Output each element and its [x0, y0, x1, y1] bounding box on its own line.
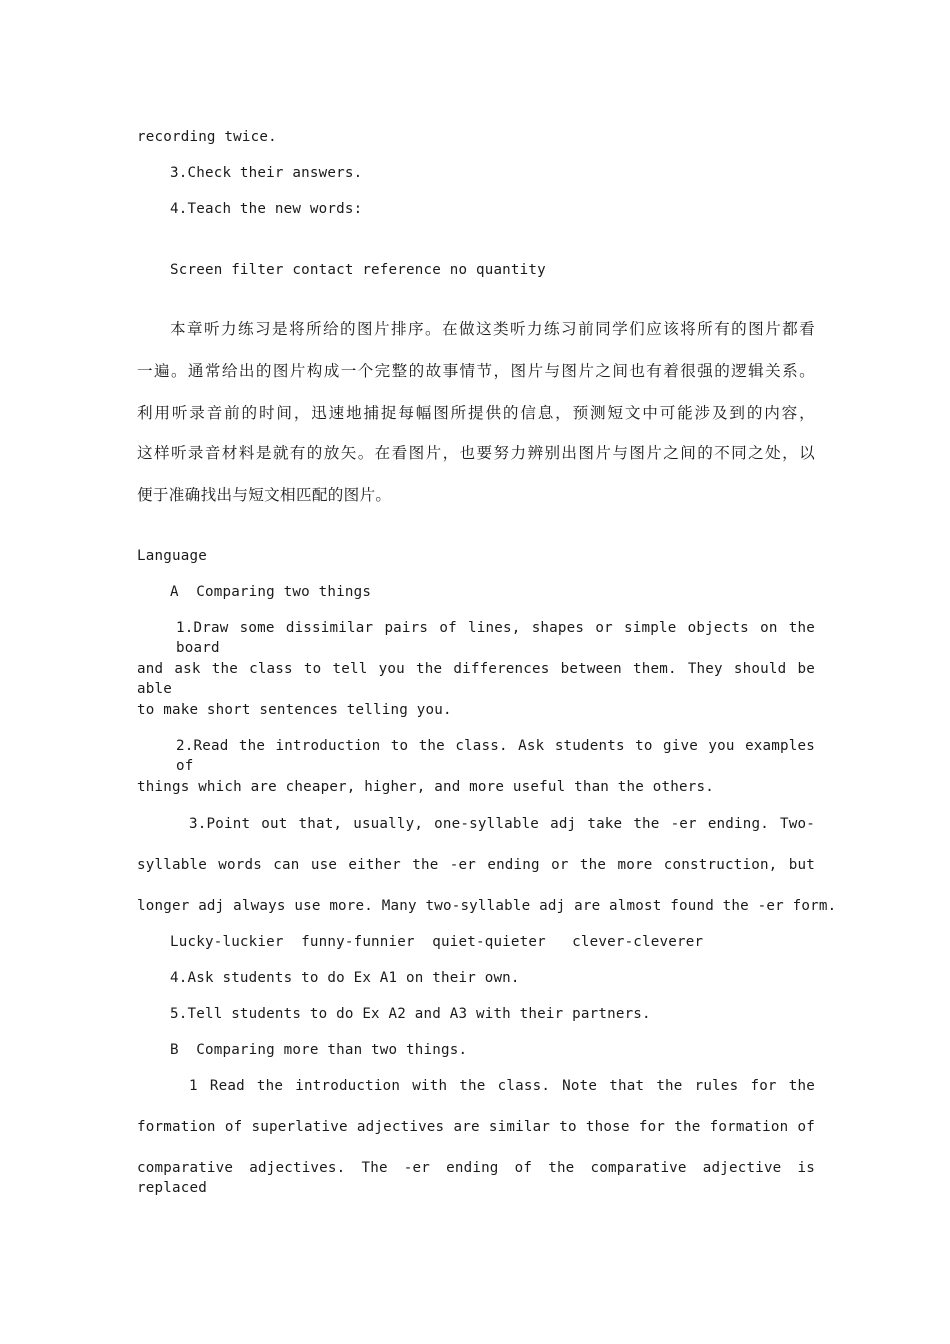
paragraph-line: 1 Read the introduction with the class. Note that the rules for the — [189, 1078, 815, 1094]
list-item: 5.Tell students to do Ex A2 and A3 with their partners. — [170, 1006, 651, 1022]
text-line: recording twice. — [137, 129, 277, 145]
paragraph-line: longer adj always use more. Many two-syllable adj are almost found the -er form. — [137, 898, 837, 914]
list-item: 4.Ask students to do Ex A1 on their own. — [170, 970, 520, 986]
vocabulary-line: Screen filter contact reference no quantity — [170, 262, 546, 278]
chinese-paragraph-line: 利用听录音前的时间，迅速地捕捉每幅图所提供的信息，预测短文中可能涉及到的内容， — [137, 404, 815, 422]
chinese-paragraph-line: 便于准确找出与短文相匹配的图片。 — [137, 486, 392, 504]
list-item: 4.Teach the new words: — [170, 201, 363, 217]
paragraph-line: 2.Read the introduction to the class. Ask students to give you examples of — [176, 738, 815, 774]
chinese-paragraph-line: 一遍。通常给出的图片构成一个完整的故事情节，图片与图片之间也有着很强的逻辑关系。 — [137, 362, 815, 380]
paragraph-line: and ask the class to tell you the differences between them. They should be able — [137, 661, 815, 697]
paragraph-line: formation of superlative adjectives are similar to those for the formation of — [137, 1119, 815, 1135]
paragraph-line: to make short sentences telling you. — [137, 702, 452, 718]
chinese-paragraph-line: 本章听力练习是将所给的图片排序。在做这类听力练习前同学们应该将所有的图片都看 — [170, 320, 815, 338]
paragraph-line: 1.Draw some dissimilar pairs of lines, shapes or simple objects on the board — [176, 620, 815, 656]
subsection-heading: B Comparing more than two things. — [170, 1042, 468, 1058]
paragraph-line: things which are cheaper, higher, and more useful than the others. — [137, 779, 714, 795]
subsection-heading: A Comparing two things — [170, 584, 372, 600]
chinese-paragraph-line: 这样听录音材料是就有的放矢。在看图片，也要努力辨别出图片与图片之间的不同之处，以 — [137, 444, 815, 462]
paragraph-line: 3.Point out that, usually, one-syllable adj take the -er ending. Two- — [189, 816, 815, 832]
paragraph-line: syllable words can use either the -er ending or the more construction, but — [137, 857, 815, 873]
paragraph-line: comparative adjectives. The -er ending of the comparative adjective is replaced — [137, 1160, 815, 1196]
list-item: 3.Check their answers. — [170, 165, 363, 181]
word-pairs-line: Lucky-luckier funny-funnier quiet-quieter clever-cleverer — [170, 934, 704, 950]
section-heading: Language — [137, 548, 207, 564]
